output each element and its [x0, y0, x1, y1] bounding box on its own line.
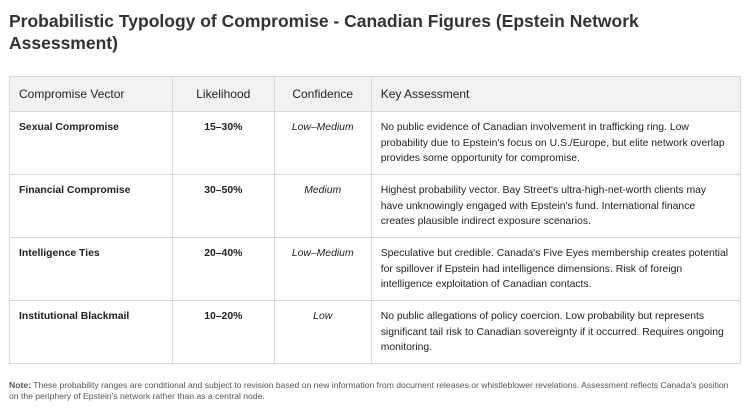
page-title: Probabilistic Typology of Compromise - Canadian Figures (Epstein Network Assessment): [9, 11, 639, 53]
cell-assessment: No public allegations of policy coercion. Low probability but represents significant tail risk to Canadian sovereignty if it occurred. Requires ongoing monitoring.: [371, 301, 740, 364]
header-likelihood: Likelihood: [172, 77, 274, 112]
table-row: [10, 301, 741, 364]
cell-likelihood: 10–20%: [172, 301, 274, 364]
table-row: [10, 112, 741, 175]
header-key-assessment: Key Assessment: [371, 77, 740, 112]
table-header-row: [10, 77, 741, 112]
cell-confidence: Low–Medium: [274, 112, 371, 175]
cell-assessment: Highest probability vector. Bay Street's ultra-high-net-worth clients may have unknowingly engaged with Epstein's fund. International finance creates plausible indirect exposure scenarios.: [371, 175, 740, 238]
header-confidence: Confidence: [274, 77, 371, 112]
footnote-text: These probability ranges are conditional and subject to revision based on new information from document releases or whistleblower revelations. Assessment reflects Canada's position on the periphery of Epstein's network rather than as a central node.: [9, 380, 729, 401]
cell-confidence: Low–Medium: [274, 238, 371, 301]
cell-vector: Sexual Compromise: [10, 112, 173, 175]
cell-likelihood: 15–30%: [172, 112, 274, 175]
cell-assessment: Speculative but credible. Canada's Five Eyes membership creates potential for spillover if Epstein had intelligence dimensions. Risk of foreign intelligence exploitation of Canadian contacts.: [371, 238, 740, 301]
header-compromise-vector: Compromise Vector: [10, 77, 173, 112]
cell-confidence: Medium: [274, 175, 371, 238]
table-row: [10, 175, 741, 238]
cell-likelihood: 20–40%: [172, 238, 274, 301]
footnote: [9, 380, 739, 402]
cell-likelihood: 30–50%: [172, 175, 274, 238]
compromise-table: [9, 76, 741, 364]
footnote-label: Note:: [9, 380, 31, 390]
cell-vector: Institutional Blackmail: [10, 301, 173, 364]
cell-assessment: No public evidence of Canadian involvement in trafficking ring. Low probability due to Epstein's focus on U.S./Europe, but elite network overlap provides some opportunity for compromise.: [371, 112, 740, 175]
cell-vector: Intelligence Ties: [10, 238, 173, 301]
cell-confidence: Low: [274, 301, 371, 364]
cell-vector: Financial Compromise: [10, 175, 173, 238]
table-row: [10, 238, 741, 301]
